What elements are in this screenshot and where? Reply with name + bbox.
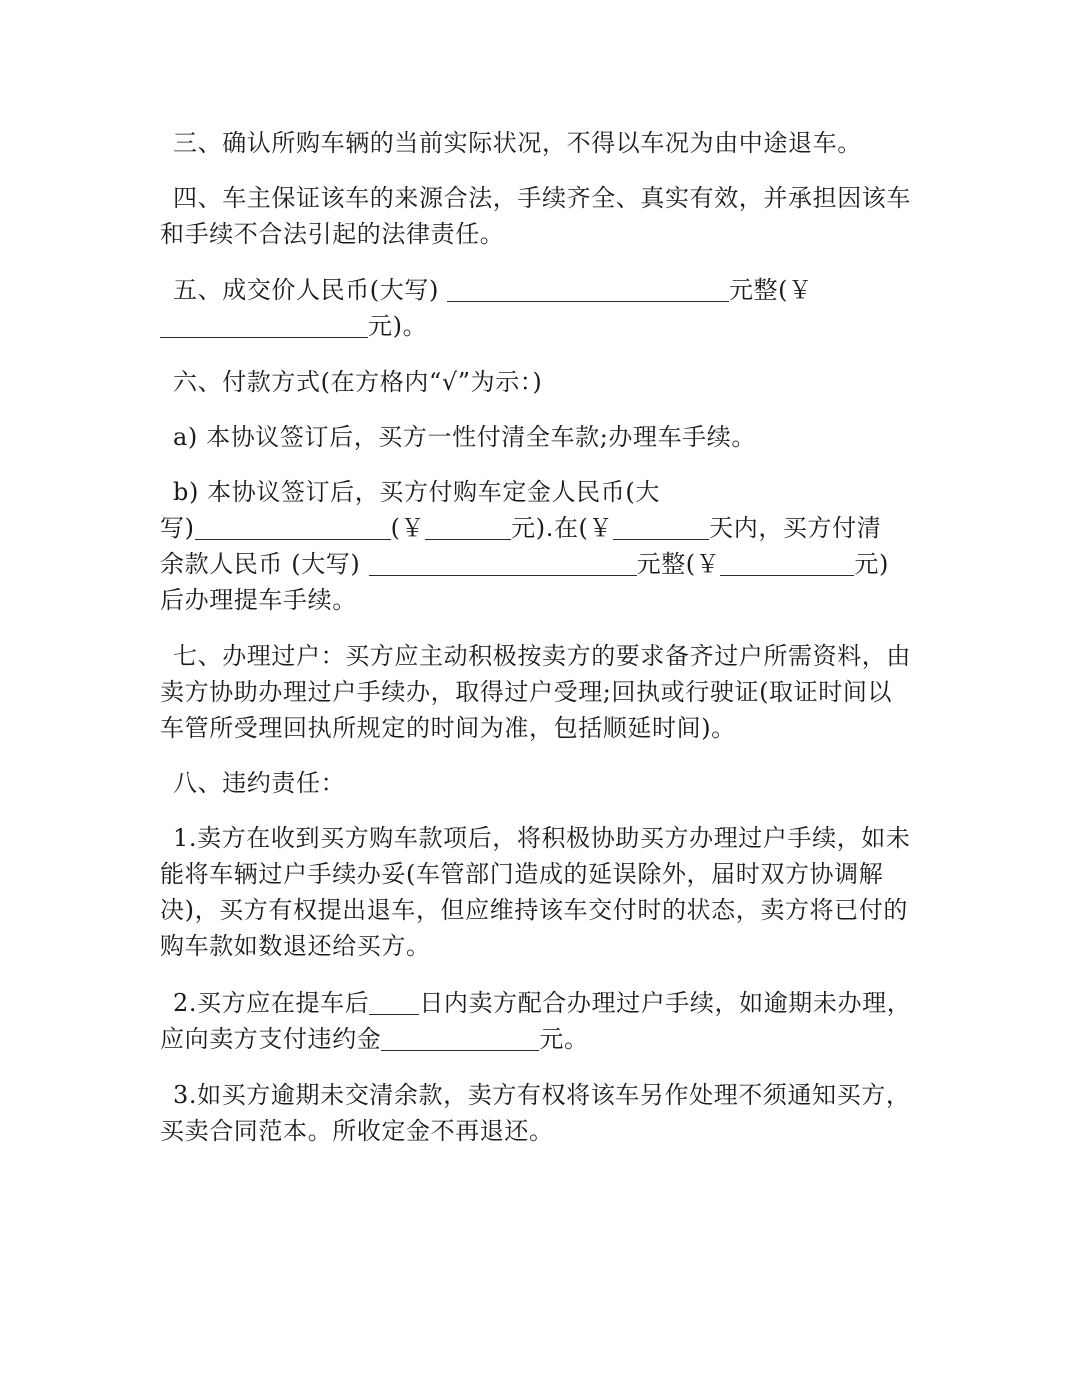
clause-8-2 (160, 985, 930, 1057)
clause-3 (160, 125, 930, 161)
clause-8-2-text: 应向卖方支付违约金 (160, 1025, 382, 1053)
clause-6b-text: 写) (160, 514, 195, 542)
clause-5-end: 元)。 (368, 312, 428, 340)
clause-6b-text: 元).在(￥ (511, 514, 614, 542)
clause-3-line-1: 三、确认所购车辆的当前实际状况，不得以车况为由中途退车。 (173, 129, 862, 157)
clause-6 (160, 364, 930, 400)
clause-7-line-3: 车管所受理回执所规定的时间为准，包括顺延时间)。 (160, 714, 736, 742)
clause-6b-line-1: b) 本协议签订后，买方付购车定金人民币(大 (173, 478, 660, 506)
clause-6b-text: 元整(￥ (636, 550, 721, 578)
clause-6b-text: (￥ (390, 514, 426, 542)
clause-5-suffix: 元整(￥ (728, 276, 813, 304)
clause-8-1-line-3: 决)，买方有权提出退车，但应维持该车交付时的状态，卖方将已付的 (160, 896, 908, 924)
balance-in-words-blank[interactable] (369, 549, 637, 576)
price-in-figures-blank[interactable] (160, 311, 368, 338)
clause-6b-text: 天内，买方付清 (709, 514, 882, 542)
clause-8-2-text: 2.买方应在提车后 (173, 989, 370, 1017)
penalty-amount-blank[interactable] (381, 1024, 539, 1051)
clause-4-line-2: 和手续不合法引起的法律责任。 (160, 220, 505, 248)
clause-6b-text: 余款人民币 (大写) (160, 550, 369, 578)
clause-6b-line-3 (160, 546, 930, 582)
clause-8 (160, 765, 930, 801)
clause-7 (160, 638, 930, 746)
clause-6b-line-2 (160, 510, 930, 546)
clause-5-line-1 (160, 272, 930, 308)
clause-6a (160, 419, 930, 455)
clause-4-line-1: 四、车主保证该车的来源合法，手续齐全、真实有效，并承担因该车 (173, 184, 911, 212)
clause-6a-line-1: a) 本协议签订后，买方一性付清全车款;办理车手续。 (173, 423, 756, 451)
clause-6-line-1: 六、付款方式(在方格内“√”为示：) (173, 368, 543, 396)
clause-5 (160, 272, 930, 344)
clause-7-line-1: 七、办理过户：买方应主动积极按卖方的要求备齐过户所需资料，由 (173, 642, 911, 670)
clause-8-1-line-4: 购车款如数退还给买方。 (160, 932, 431, 960)
clause-6b-text: 元) (854, 550, 889, 578)
clause-8-2-line-2 (160, 1021, 930, 1057)
clause-8-3-line-1: 3.如买方逾期未交清余款，卖方有权将该车另作处理不须通知买方， (173, 1081, 911, 1109)
price-in-words-blank[interactable] (447, 275, 729, 302)
days-blank[interactable] (613, 513, 709, 540)
clause-6b-line-4: 后办理提车手续。 (160, 586, 357, 614)
clause-5-prefix: 五、成交价人民币(大写) (173, 276, 439, 304)
clause-8-2-line-1 (160, 985, 930, 1021)
clause-6b (160, 474, 930, 618)
clause-8-1-line-1: 1.卖方在收到买方购车款项后，将积极协助买方办理过户手续，如未 (173, 824, 911, 852)
deposit-in-figures-blank[interactable] (425, 513, 511, 540)
clause-8-1 (160, 820, 930, 964)
deposit-in-words-blank[interactable] (195, 513, 391, 540)
clause-8-line-1: 八、违约责任： (173, 769, 346, 797)
clause-8-1-line-2: 能将车辆过户手续办妥(车管部门造成的延误除外，届时双方协调解 (160, 860, 884, 888)
clause-8-3-line-2: 买卖合同范本。所收定金不再退还。 (160, 1117, 554, 1145)
clause-7-line-2: 卖方协助办理过户手续办，取得过户受理;回执或行驶证(取证时间以 (160, 678, 893, 706)
clause-8-2-text: 日内卖方配合办理过户手续，如逾期未办理， (419, 989, 912, 1017)
clause-8-2-text: 元。 (539, 1025, 589, 1053)
clause-4 (160, 180, 930, 252)
transfer-days-blank[interactable] (369, 988, 419, 1015)
clause-5-line-2 (160, 308, 930, 344)
balance-in-figures-blank[interactable] (720, 549, 854, 576)
clause-8-3 (160, 1077, 930, 1149)
